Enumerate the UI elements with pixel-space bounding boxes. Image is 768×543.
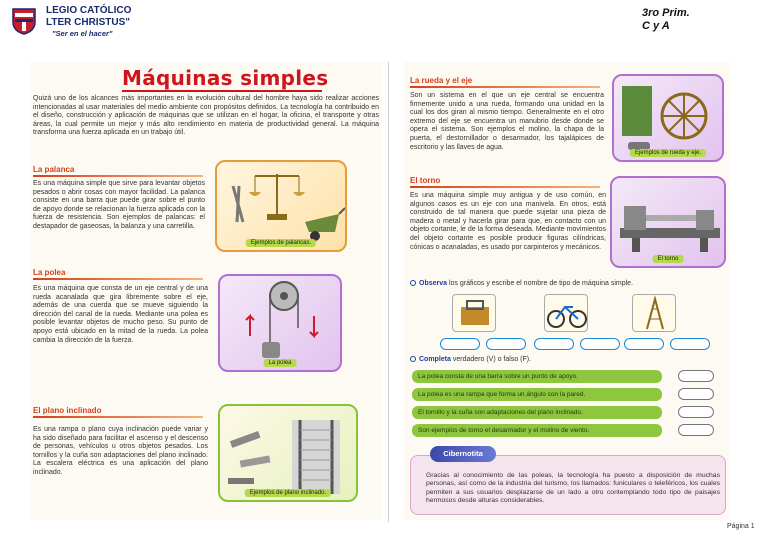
plano-illustration: [218, 404, 358, 502]
document-header: [0, 0, 768, 62]
answer-field-2[interactable]: [486, 338, 526, 350]
answer-field-5[interactable]: [624, 338, 664, 350]
polea-heading: La polea: [33, 268, 66, 277]
vf-answer-4[interactable]: [678, 424, 714, 436]
observa-rest: los gráficos y escribe el nombre de tipo de máquina simple.: [447, 280, 634, 287]
watermark-mark-right: ···: [714, 256, 719, 262]
answer-field-6[interactable]: [670, 338, 710, 350]
watermark-mark: ···: [348, 246, 353, 252]
plano-heading: El plano inclinado: [33, 406, 102, 415]
right-textbook-page: [404, 62, 730, 520]
vf-answer-3[interactable]: [678, 406, 714, 418]
grade-line2: C y A: [642, 20, 670, 32]
torno-heading-bar: [410, 186, 600, 188]
plano-caption: Ejemplos de plano inclinado.: [245, 489, 331, 497]
cibernotita-badge: Cibernotita: [430, 446, 496, 462]
title-underline: [122, 90, 322, 92]
rueda-heading-bar: [410, 86, 600, 88]
polea-heading-bar: [33, 278, 203, 280]
instruction-bullet-icon: [410, 356, 416, 362]
plano-text: Es una rampa o plano cuya inclinación puede variar y ha sido diseñado para facilitar el ascenso y el descenso de personas, vehículos u otros objetos pesados. Los tornillos y la cuña son adaptaciones del plano inclinado. La escalera eléctrica es una aplicación del plano inclinado.: [33, 426, 208, 476]
answer-field-4[interactable]: [580, 338, 620, 350]
rueda-illustration: [612, 74, 724, 162]
school-crest-icon: [9, 6, 39, 36]
vf-answer-2[interactable]: [678, 388, 714, 400]
cibernotita-text: Gracias al conocimiento de las poleas, la tecnología ha puesto a disposición de muchas personas, así como de la industria del turismo, los llamados: funiculares o teleféricos, los cuales permiten a sus usuarios desplazarse de un lado a otro contemplando todo tipo de paisajes hermosos desde alturas considerables.: [426, 472, 720, 505]
page-number: Página 1: [727, 523, 755, 530]
palanca-caption: Ejemplos de palancas.: [246, 239, 316, 247]
vf-statement-4: Son ejemplos de torno el desarmador y el molino de viento.: [412, 424, 662, 437]
completa-instruction: [410, 356, 531, 363]
palanca-text: Es una máquina simple que sirve para levantar objetos pesados o abrir cosas con mayor facilidad. La palanca consiste en una barra que puede girar sobre el punto de apoyo donde se relacionan la fuerza aplicada con la fuerza de resistencia. Son ejemplos de palancas: el destapador de gaseosas, la balanza y una carretilla.: [33, 180, 205, 230]
palanca-heading-bar: [33, 175, 203, 177]
vf-statement-2: La polea es una rampa que forma un ángulo con la pared.: [412, 388, 662, 401]
palanca-heading: La palanca: [33, 165, 75, 174]
vf-statement-1: La polea consta de una barra sobre un punto de apoyo.: [412, 370, 662, 383]
answer-field-1[interactable]: [440, 338, 480, 350]
page-divider: [388, 62, 389, 522]
screw-escalator-icon: [220, 406, 358, 502]
page-title: Máquinas simples: [122, 66, 329, 90]
intro-paragraph: Quizá uno de los alcances más importantes en la evolución cultural del hombre haya sido realizar acciones intencionadas al usar materiales del medio ambiente con propósitos definidos. La tecnología ha contribuido en el diseño, construcción y aplicación de máquinas que se utilizan en el hogar, la oficina, el transporte y otras áreas, la cual permite un mejor y más alto rendimiento en materia de productividad general. La máquina transforma una fuerza aplicada en un trabajo útil.: [33, 95, 379, 137]
rueda-text: Son un sistema en el que un eje central se encuentra firmemente unido a una rueda, formando una unidad en la cual los dos giran al mismo tiempo. Generalmente en el otro extremo del eje se encuentra un manubrio desde donde se opera el sistema. Son ejemplos el molino, la chapa de la puerta, el destornillador o desarmador, los tajalápices de escritorio y las llaves de agua.: [410, 92, 604, 151]
completa-rest: verdadero (V) o falso (F).: [450, 356, 532, 363]
polea-caption: La polea: [263, 359, 296, 367]
vf-statement-3: El tornillo y la cuña son adaptaciones del plano inclinado.: [412, 406, 662, 419]
ladder-thumb-icon: [632, 294, 676, 332]
left-textbook-page: [30, 62, 382, 520]
answer-field-3[interactable]: [534, 338, 574, 350]
polea-text: Es una máquina que consta de un eje central y de una rueda acanalada que gira libremente sobre el eje, además de una cuerda que se mueve siguiendo la dirección del canal de la rueda. Mediante una polea es posible levantar objetos de mucho peso. Su punto de apoyo está ubicado en la mitad de la rueda. La polea cambia la dirección de la fuerza.: [33, 285, 208, 344]
rueda-caption: Ejemplos de rueda y eje.: [630, 149, 706, 157]
polea-illustration: [218, 274, 342, 372]
school-motto: "Ser en el hacer": [52, 29, 113, 38]
torno-caption: El torno: [653, 255, 684, 263]
grade-line1: 3ro Prim.: [642, 7, 690, 19]
torno-heading: El torno: [410, 176, 441, 185]
torno-text: Es una máquina simple muy antigua y de uso común, en algunos casos es un eje con una manivela. En otros, está construido de tal manera que puede sujetar una pieza de madera o metal y hacerla girar para que, en contacto con un objeto cortante, le de la forma deseada. Mediante movimientos del objeto cortante es posible producir figuras cilíndricas, cónicas o acanaladas, es usado por carpinteros y mecánicos.: [410, 192, 606, 251]
plano-heading-bar: [33, 416, 203, 418]
completa-bold: Completa: [419, 356, 451, 363]
grade-label: [642, 7, 690, 33]
toolbox-thumb-icon: [452, 294, 496, 332]
torno-illustration: [610, 176, 726, 268]
school-name-line1: LEGIO CATÓLICO: [46, 5, 132, 16]
palanca-illustration: [215, 160, 347, 252]
vf-answer-1[interactable]: [678, 370, 714, 382]
bicycle-thumb-icon: [544, 294, 588, 332]
observa-instruction: [410, 280, 633, 287]
school-name-line2: LTER CHRISTUS": [46, 17, 130, 28]
rueda-heading: La rueda y el eje: [410, 76, 473, 85]
observa-bold: Observa: [419, 280, 448, 287]
pulley-icon: [220, 276, 342, 372]
instruction-bullet-icon: [410, 280, 416, 286]
